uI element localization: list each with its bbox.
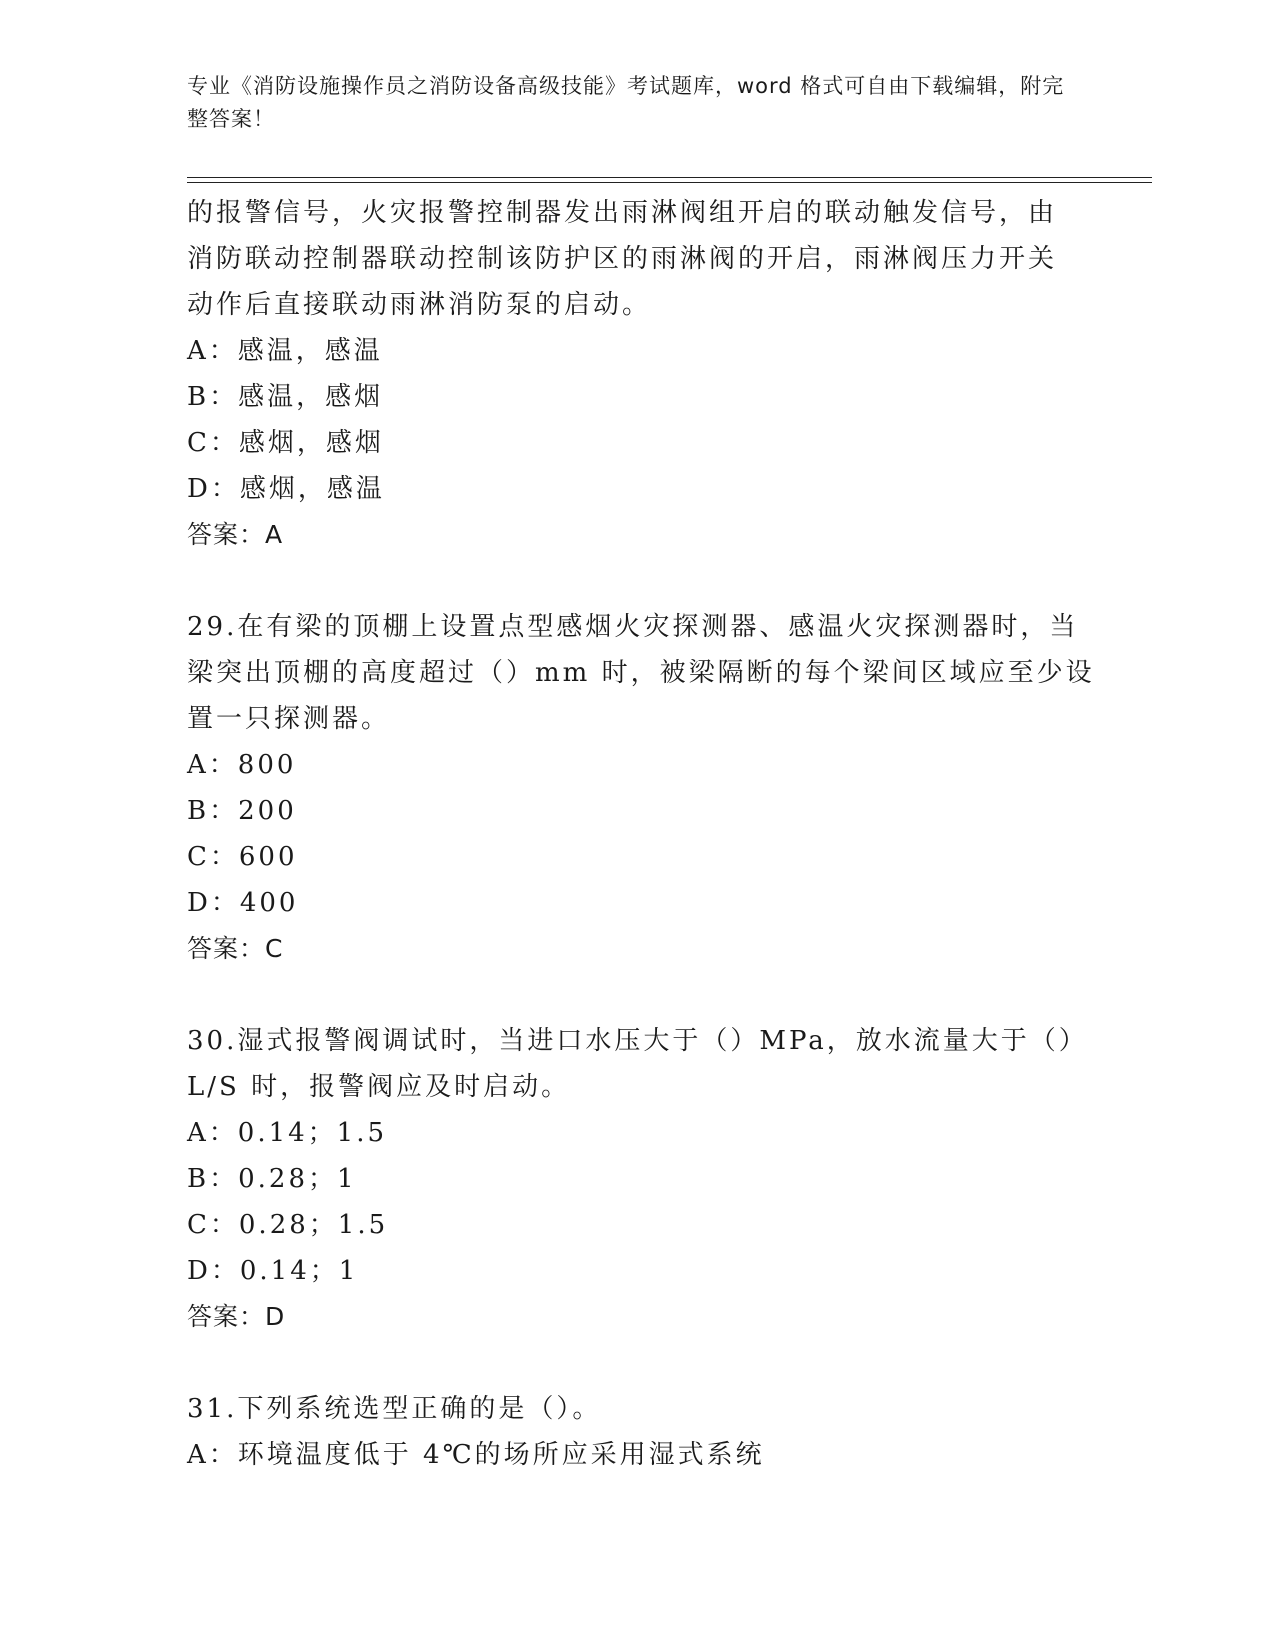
spacer — [187, 972, 1087, 1018]
question-stem-line: 的报警信号，火灾报警控制器发出雨淋阀组开启的联动触发信号，由 — [187, 198, 1058, 228]
spacer — [187, 558, 1087, 604]
header-divider-top — [187, 177, 1152, 178]
document-header: 专业《消防设施操作员之消防设备高级技能》考试题库，word 格式可自由下载编辑，附完整答案！ — [187, 74, 1065, 131]
question-stem-line: 梁突出顶棚的高度超过（）mm 时，被梁隔断的每个梁间区域应至少设 — [187, 658, 1095, 688]
question-30 — [187, 1018, 1087, 1340]
option-c: C：0.28；1.5 — [187, 1210, 389, 1240]
answer-label: 答案：C — [187, 934, 284, 963]
option-d: D：感烟，感温 — [187, 474, 385, 504]
question-stem-line: 动作后直接联动雨淋消防泵的启动。 — [187, 290, 652, 320]
question-stem-line: 29.在有梁的顶棚上设置点型感烟火灾探测器、感温火灾探测器时，当 — [187, 612, 1079, 642]
question-stem-line: 消防联动控制器联动控制该防护区的雨淋阀的开启，雨淋阀压力开关 — [187, 244, 1058, 274]
question-content — [187, 190, 1095, 1478]
question-stem-line: 31.下列系统选型正确的是（）。 — [187, 1394, 602, 1424]
question-stem-line: 30.湿式报警阀调试时，当进口水压大于（）MPa，放水流量大于（） — [187, 1026, 1088, 1056]
option-b: B：0.28；1 — [187, 1164, 357, 1194]
question-28 — [187, 190, 1087, 558]
question-stem-line: 置一只探测器。 — [187, 704, 391, 734]
question-29 — [187, 604, 1095, 972]
spacer — [187, 1340, 1087, 1386]
answer-label: 答案：D — [187, 1302, 286, 1331]
option-d: D：400 — [187, 888, 299, 918]
question-stem-line: L/S 时，报警阀应及时启动。 — [187, 1072, 571, 1102]
question-31 — [187, 1386, 1087, 1478]
option-b: B：感温，感烟 — [187, 382, 384, 412]
option-a: A：800 — [187, 750, 297, 780]
answer-label: 答案：A — [187, 520, 284, 549]
header-divider-bottom — [187, 182, 1152, 183]
option-c: C：感烟，感烟 — [187, 428, 384, 458]
option-a: A：感温，感温 — [187, 336, 383, 366]
option-a: A：0.14；1.5 — [187, 1118, 388, 1148]
option-c: C：600 — [187, 842, 298, 872]
option-a: A：环境温度低于 4℃的场所应采用湿式系统 — [187, 1440, 765, 1470]
option-d: D：0.14；1 — [187, 1256, 359, 1286]
option-b: B：200 — [187, 796, 297, 826]
